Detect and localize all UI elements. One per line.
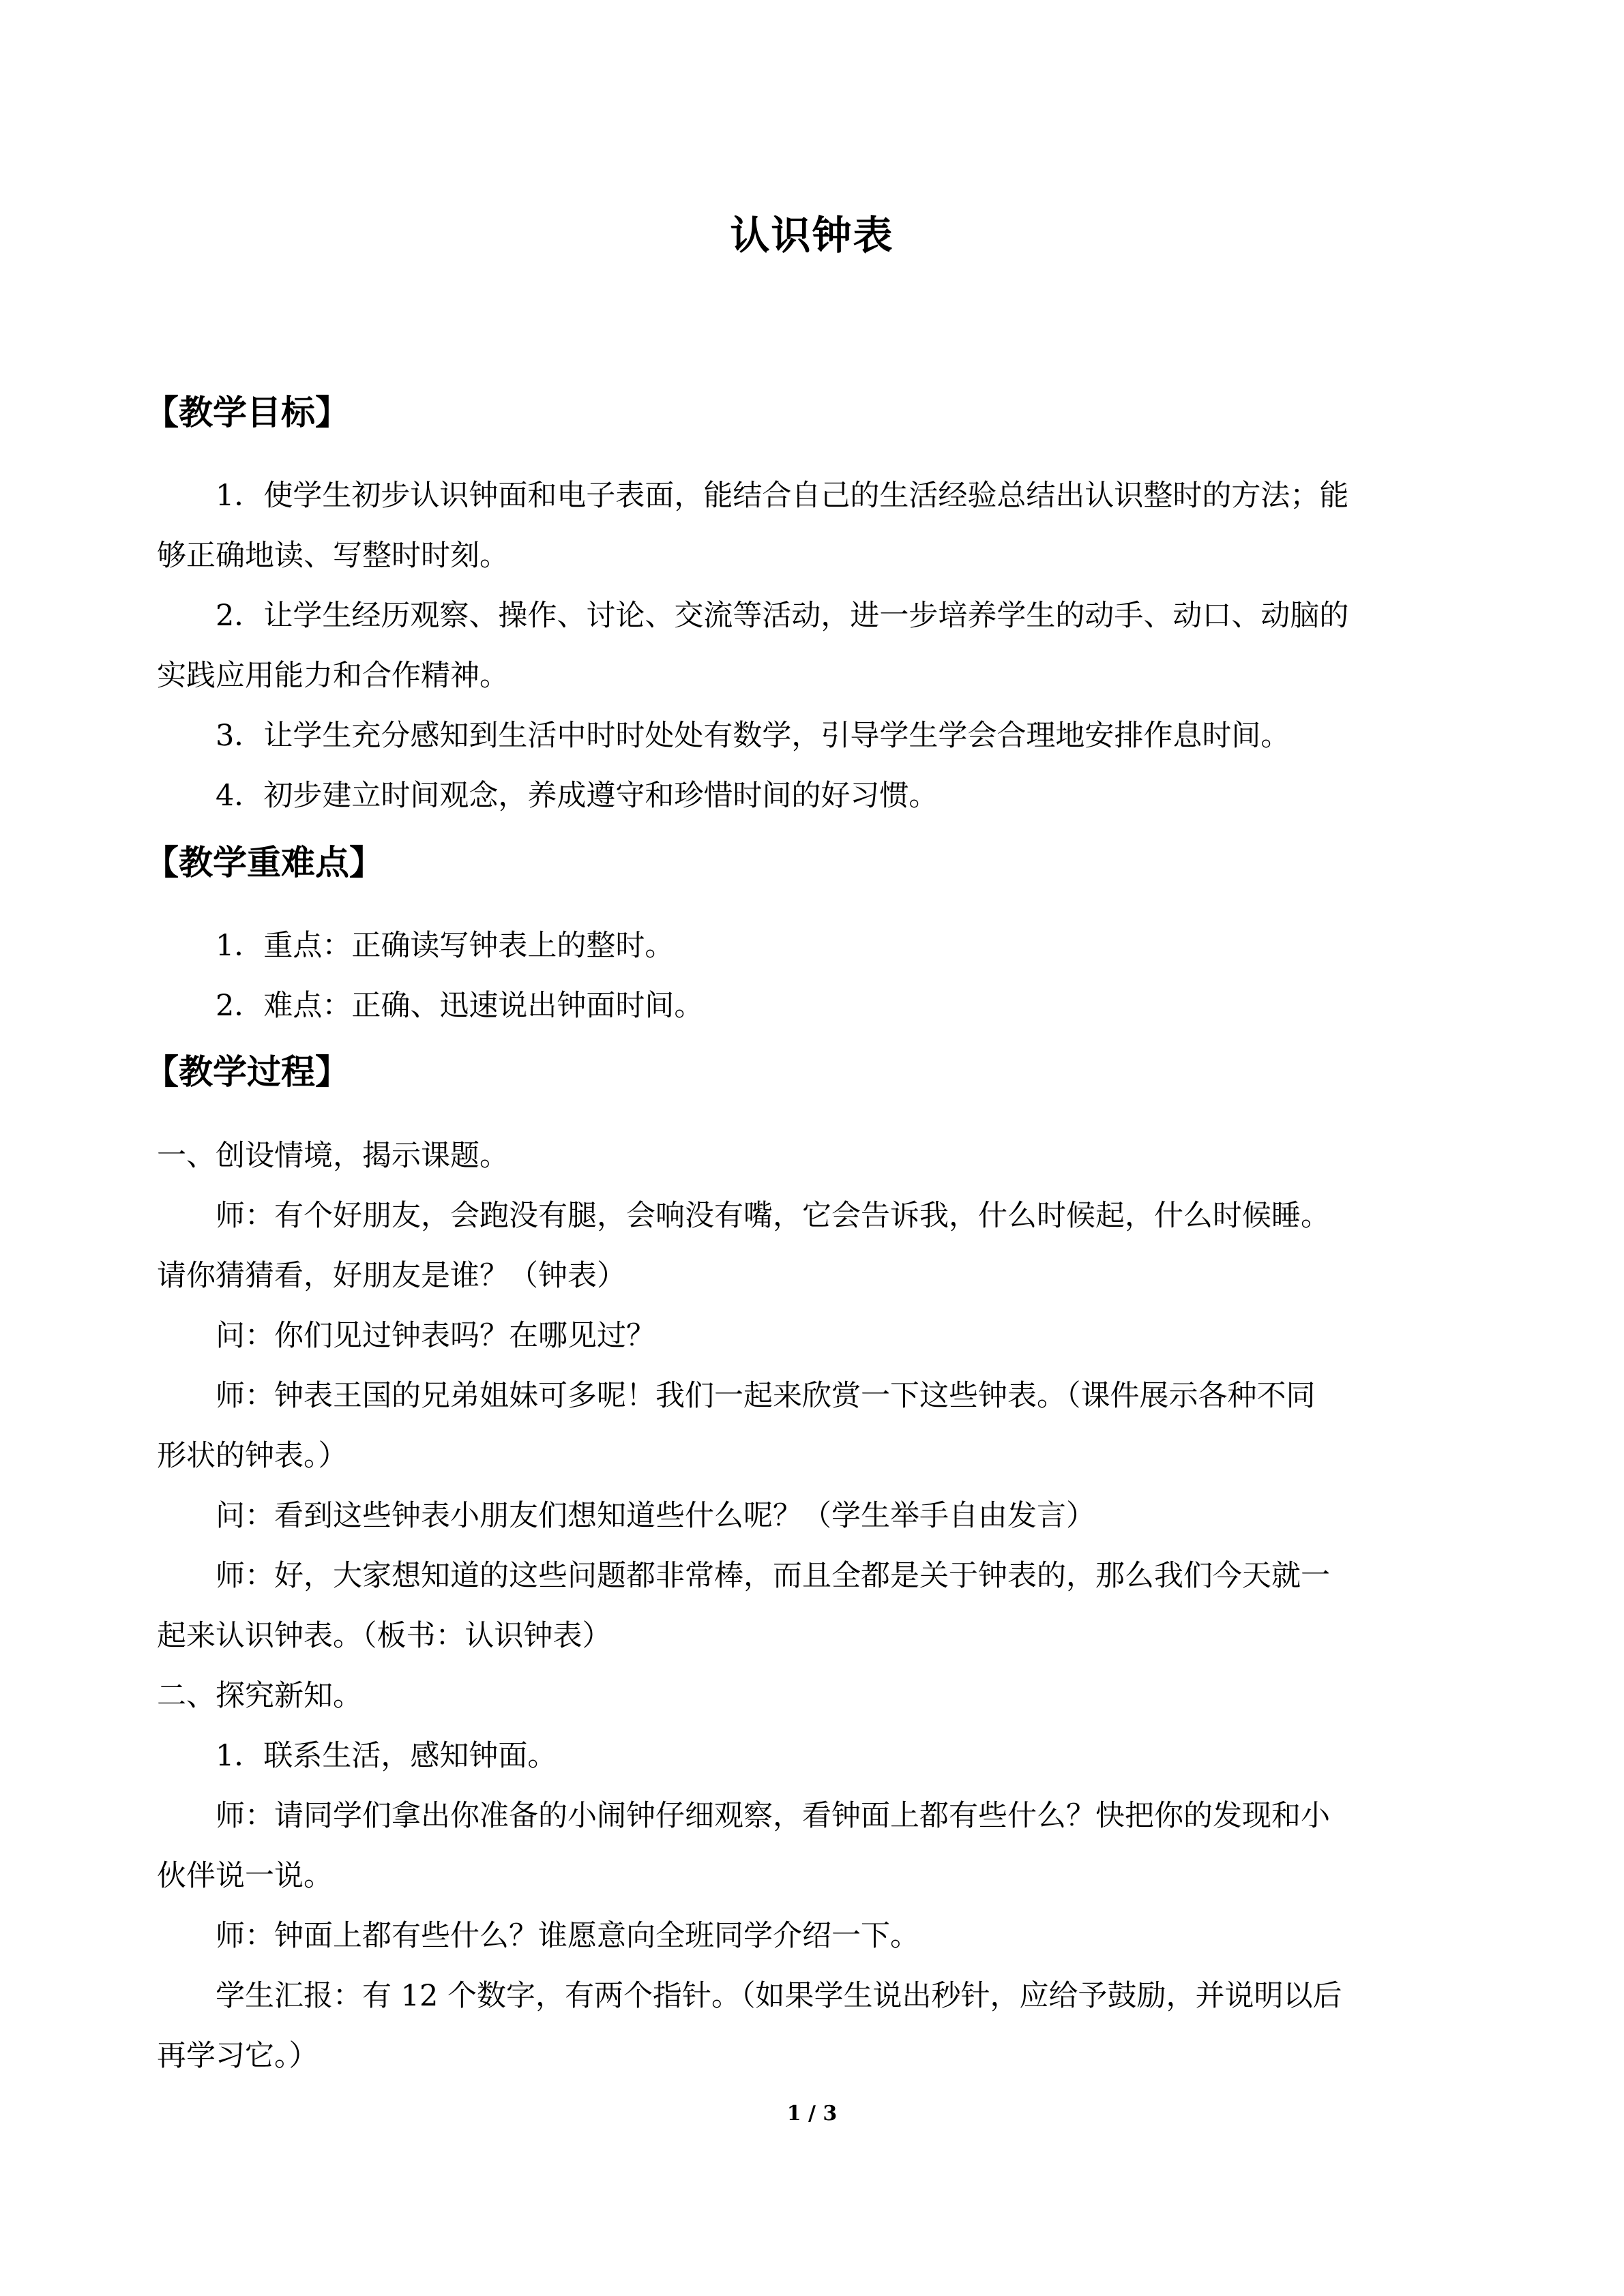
paragraph-line: 师：钟面上都有些什么？谁愿意向全班同学介绍一下。 <box>216 1919 919 1953</box>
process-paragraph <box>157 1786 1477 1906</box>
paragraph-line: 再学习它。） <box>157 2039 319 2073</box>
heading-process: 【教学过程】 <box>145 1052 349 1092</box>
process-paragraph <box>157 1486 1477 1546</box>
process-paragraph <box>157 1726 1477 1786</box>
process-paragraph <box>157 1306 1477 1366</box>
process-paragraph <box>157 1966 1477 2086</box>
paragraph-line: 1．重点：正确读写钟表上的整时。 <box>216 929 675 963</box>
paragraph-line: 1．联系生活，感知钟面。 <box>216 1739 557 1773</box>
heading-key-points: 【教学重难点】 <box>145 843 383 882</box>
objective-item <box>157 706 1477 766</box>
paragraph-line: 问：你们见过钟表吗？在哪见过？ <box>216 1319 655 1353</box>
paragraph-line: 师：钟表王国的兄弟姐妹可多呢！我们一起来欣赏一下这些钟表。（课件展示各种不同 <box>216 1379 1316 1413</box>
paragraph-line: 2．让学生经历观察、操作、讨论、交流等活动，进一步培养学生的动手、动口、动脑的 <box>216 599 1349 633</box>
heading-objectives: 【教学目标】 <box>145 393 349 432</box>
paragraph-line: 够正确地读、写整时时刻。 <box>157 539 509 573</box>
paragraph-line: 起来认识钟表。（板书：认识钟表） <box>157 1619 612 1653</box>
paragraph-line: 师：有个好朋友，会跑没有腿，会响没有嘴，它会告诉我，什么时候起，什么时候睡。 <box>216 1199 1330 1233</box>
paragraph-line: 2．难点：正确、迅速说出钟面时间。 <box>216 989 704 1023</box>
process-paragraph <box>157 1366 1477 1486</box>
paragraph-line: 4．初步建立时间观念，养成遵守和珍惜时间的好习惯。 <box>216 779 939 813</box>
paragraph-line: 3．让学生充分感知到生活中时时处处有数学，引导学生学会合理地安排作息时间。 <box>216 719 1290 753</box>
objective-item <box>157 466 1477 586</box>
paragraph-line: 师：好，大家想知道的这些问题都非常棒，而且全都是关于钟表的，那么我们今天就一 <box>216 1559 1330 1593</box>
process-section-title <box>157 1126 1477 1186</box>
document-title: 认识钟表 <box>730 212 894 258</box>
objective-item <box>157 766 1477 826</box>
paragraph-line: 形状的钟表。） <box>157 1439 348 1473</box>
paragraph-line: 学生汇报：有 12 个数字，有两个指针。（如果学生说出秒针，应给予鼓励，并说明以后 <box>216 1979 1342 2013</box>
objective-item <box>157 586 1477 706</box>
page-number: 1 / 3 <box>786 2102 838 2126</box>
paragraph-line: 问：看到这些钟表小朋友们想知道些什么呢？（学生举手自由发言） <box>216 1499 1095 1533</box>
process-paragraph <box>157 1906 1477 1966</box>
key-point-item <box>157 976 1477 1036</box>
paragraph-line: 一、创设情境，揭示课题。 <box>157 1139 509 1173</box>
key-point-item <box>157 916 1477 976</box>
process-paragraph <box>157 1546 1477 1666</box>
paragraph-line: 师：请同学们拿出你准备的小闹钟仔细观察，看钟面上都有些什么？快把你的发现和小 <box>216 1799 1330 1833</box>
paragraph-line: 二、探究新知。 <box>157 1679 362 1713</box>
process-paragraph <box>157 1186 1477 1306</box>
paragraph-line: 伙伴说一说。 <box>157 1859 333 1893</box>
paragraph-line: 1．使学生初步认识钟面和电子表面，能结合自己的生活经验总结出认识整时的方法；能 <box>216 479 1349 513</box>
process-section-title <box>157 1666 1477 1726</box>
paragraph-line: 实践应用能力和合作精神。 <box>157 659 509 693</box>
paragraph-line: 请你猜猜看，好朋友是谁？（钟表） <box>157 1259 626 1293</box>
